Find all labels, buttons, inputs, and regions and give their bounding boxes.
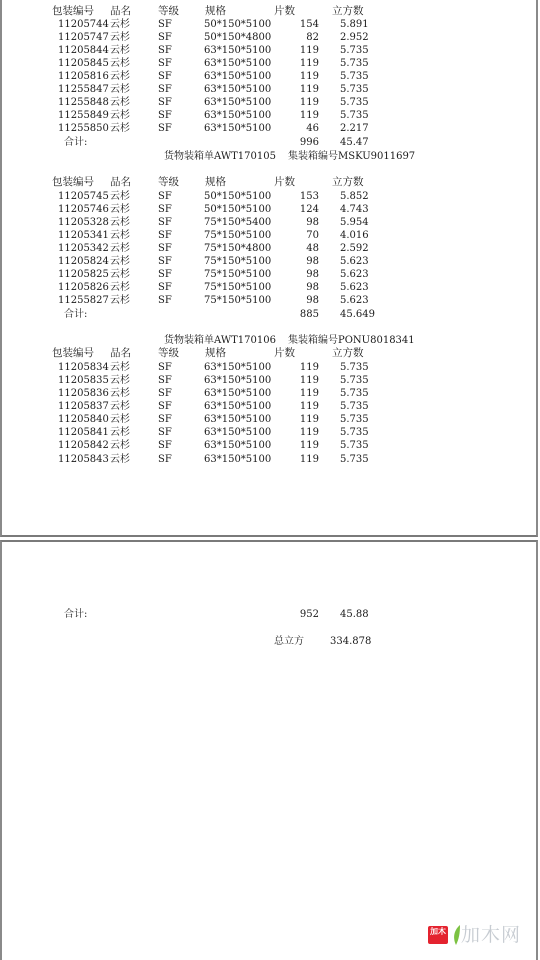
cell-grade: SF bbox=[158, 440, 172, 451]
cell-code: 11205840 bbox=[58, 414, 109, 425]
subtotal-row bbox=[0, 608, 540, 621]
cell-volume: 5.623 bbox=[340, 282, 369, 293]
cell-pieces: 119 bbox=[299, 45, 319, 56]
cell-volume: 5.891 bbox=[340, 19, 369, 30]
cell-pieces: 119 bbox=[299, 97, 319, 108]
header-volume: 立方数 bbox=[332, 347, 364, 359]
cell-name: 云杉 bbox=[110, 454, 130, 465]
cell-grade: SF bbox=[158, 97, 172, 108]
watermark-text: 加木网 bbox=[461, 924, 522, 946]
subtotal-pieces: 885 bbox=[299, 309, 319, 320]
table-row bbox=[0, 70, 540, 83]
cell-pieces: 46 bbox=[306, 123, 319, 134]
table-row bbox=[0, 268, 540, 281]
table-row bbox=[0, 229, 540, 242]
cell-volume: 5.735 bbox=[340, 45, 369, 56]
cell-volume: 5.852 bbox=[340, 191, 369, 202]
cell-name: 云杉 bbox=[110, 243, 130, 254]
cell-name: 云杉 bbox=[110, 282, 130, 293]
cell-code: 11205834 bbox=[58, 362, 109, 373]
cell-grade: SF bbox=[158, 269, 172, 280]
cell-spec: 75*150*5100 bbox=[204, 282, 272, 293]
cell-grade: SF bbox=[158, 295, 172, 306]
cell-code: 11205837 bbox=[58, 401, 109, 412]
table-row bbox=[0, 83, 540, 96]
header-pieces: 片数 bbox=[274, 176, 295, 188]
table-header bbox=[0, 5, 540, 18]
subtotal-volume: 45.649 bbox=[340, 309, 375, 320]
table-row bbox=[0, 109, 540, 122]
cell-pieces: 119 bbox=[299, 375, 319, 386]
cell-name: 云杉 bbox=[110, 123, 130, 134]
cell-code: 11205844 bbox=[58, 45, 109, 56]
subtotal-pieces: 952 bbox=[299, 609, 319, 620]
cell-code: 11255847 bbox=[58, 84, 109, 95]
cell-name: 云杉 bbox=[110, 84, 130, 95]
cell-spec: 63*150*5100 bbox=[204, 45, 272, 56]
cell-name: 云杉 bbox=[110, 45, 130, 56]
cell-volume: 5.954 bbox=[340, 217, 369, 228]
cell-code: 11205826 bbox=[58, 282, 109, 293]
cell-pieces: 119 bbox=[299, 110, 319, 121]
cell-name: 云杉 bbox=[110, 217, 130, 228]
table-row bbox=[0, 453, 540, 466]
table-row bbox=[0, 413, 540, 426]
table-row bbox=[0, 426, 540, 439]
cell-volume: 5.735 bbox=[340, 97, 369, 108]
cell-code: 11205845 bbox=[58, 58, 109, 69]
cell-grade: SF bbox=[158, 217, 172, 228]
cell-grade: SF bbox=[158, 123, 172, 134]
cell-volume: 2.952 bbox=[340, 32, 369, 43]
cell-grade: SF bbox=[158, 19, 172, 30]
watermark-logo bbox=[428, 924, 524, 950]
cell-volume: 5.735 bbox=[340, 401, 369, 412]
cell-pieces: 48 bbox=[306, 243, 319, 254]
cell-spec: 63*150*5100 bbox=[204, 84, 272, 95]
cell-spec: 63*150*5100 bbox=[204, 454, 272, 465]
cell-code: 11205341 bbox=[58, 230, 109, 241]
table-row bbox=[0, 122, 540, 135]
cell-grade: SF bbox=[158, 71, 172, 82]
table-row bbox=[0, 294, 540, 307]
cell-volume: 5.735 bbox=[340, 388, 369, 399]
cell-spec: 63*150*5100 bbox=[204, 362, 272, 373]
table-row bbox=[0, 242, 540, 255]
header-spec: 规格 bbox=[205, 5, 226, 17]
leaf-icon bbox=[451, 925, 461, 945]
cell-spec: 50*150*5100 bbox=[204, 204, 272, 215]
document-page-2 bbox=[0, 540, 538, 960]
cell-name: 云杉 bbox=[110, 58, 130, 69]
header-spec: 规格 bbox=[205, 347, 226, 359]
cell-grade: SF bbox=[158, 45, 172, 56]
cell-spec: 63*150*5100 bbox=[204, 375, 272, 386]
cell-grade: SF bbox=[158, 230, 172, 241]
table-row bbox=[0, 203, 540, 216]
header-spec: 规格 bbox=[205, 176, 226, 188]
cell-pieces: 82 bbox=[306, 32, 319, 43]
cell-code: 11255827 bbox=[58, 295, 109, 306]
cell-name: 云杉 bbox=[110, 440, 130, 451]
header-code: 包装编号 bbox=[52, 5, 94, 17]
cell-spec: 63*150*5100 bbox=[204, 71, 272, 82]
cell-name: 云杉 bbox=[110, 32, 130, 43]
cell-pieces: 119 bbox=[299, 454, 319, 465]
cell-code: 11205816 bbox=[58, 71, 109, 82]
table-row bbox=[0, 387, 540, 400]
table-header bbox=[0, 347, 540, 360]
subtotal-label: 合计: bbox=[64, 137, 88, 148]
cell-spec: 63*150*5100 bbox=[204, 110, 272, 121]
cell-spec: 63*150*5100 bbox=[204, 97, 272, 108]
cell-code: 11205328 bbox=[58, 217, 109, 228]
subtotal-label: 合计: bbox=[64, 309, 88, 320]
cell-pieces: 153 bbox=[299, 191, 319, 202]
cell-code: 11205824 bbox=[58, 256, 109, 267]
cell-pieces: 70 bbox=[306, 230, 319, 241]
cell-spec: 50*150*5100 bbox=[204, 19, 272, 30]
cell-spec: 75*150*5100 bbox=[204, 230, 272, 241]
cell-spec: 75*150*5100 bbox=[204, 256, 272, 267]
cell-pieces: 98 bbox=[306, 269, 319, 280]
cell-pieces: 119 bbox=[299, 362, 319, 373]
cell-grade: SF bbox=[158, 243, 172, 254]
cell-name: 云杉 bbox=[110, 269, 130, 280]
cell-spec: 50*150*5100 bbox=[204, 191, 272, 202]
cell-volume: 5.735 bbox=[340, 414, 369, 425]
cell-pieces: 119 bbox=[299, 414, 319, 425]
cell-volume: 5.735 bbox=[340, 58, 369, 69]
cell-grade: SF bbox=[158, 401, 172, 412]
cell-code: 11205842 bbox=[58, 440, 109, 451]
table-row bbox=[0, 18, 540, 31]
packing-list-number: 货物装箱单AWT170106 bbox=[164, 335, 276, 346]
cell-code: 11205841 bbox=[58, 427, 109, 438]
cell-name: 云杉 bbox=[110, 256, 130, 267]
cell-spec: 75*150*5100 bbox=[204, 295, 272, 306]
cell-volume: 5.623 bbox=[340, 256, 369, 267]
table-row bbox=[0, 439, 540, 452]
cell-volume: 5.735 bbox=[340, 375, 369, 386]
cell-spec: 63*150*5100 bbox=[204, 440, 272, 451]
cell-name: 云杉 bbox=[110, 19, 130, 30]
header-code: 包装编号 bbox=[52, 176, 94, 188]
cell-spec: 50*150*4800 bbox=[204, 32, 272, 43]
cell-code: 11205835 bbox=[58, 375, 109, 386]
cell-name: 云杉 bbox=[110, 401, 130, 412]
cell-grade: SF bbox=[158, 388, 172, 399]
header-name: 品名 bbox=[110, 347, 131, 359]
header-volume: 立方数 bbox=[332, 5, 364, 17]
cell-spec: 63*150*5100 bbox=[204, 414, 272, 425]
table-row bbox=[0, 361, 540, 374]
cell-pieces: 119 bbox=[299, 440, 319, 451]
cell-spec: 63*150*5100 bbox=[204, 123, 272, 134]
cell-volume: 5.735 bbox=[340, 110, 369, 121]
table-row bbox=[0, 190, 540, 203]
header-volume: 立方数 bbox=[332, 176, 364, 188]
grand-total-value: 334.878 bbox=[330, 636, 372, 647]
cell-code: 11205745 bbox=[58, 191, 109, 202]
cell-code: 11255849 bbox=[58, 110, 109, 121]
cell-pieces: 119 bbox=[299, 71, 319, 82]
cell-code: 11205746 bbox=[58, 204, 109, 215]
cell-volume: 5.735 bbox=[340, 71, 369, 82]
cell-grade: SF bbox=[158, 282, 172, 293]
cell-name: 云杉 bbox=[110, 388, 130, 399]
header-grade: 等级 bbox=[158, 176, 179, 188]
cell-volume: 5.735 bbox=[340, 362, 369, 373]
cell-volume: 5.623 bbox=[340, 269, 369, 280]
cell-name: 云杉 bbox=[110, 427, 130, 438]
cell-volume: 5.735 bbox=[340, 84, 369, 95]
cell-grade: SF bbox=[158, 84, 172, 95]
cell-name: 云杉 bbox=[110, 71, 130, 82]
cell-pieces: 98 bbox=[306, 282, 319, 293]
subtotal-row bbox=[0, 308, 540, 321]
cell-name: 云杉 bbox=[110, 191, 130, 202]
table-row bbox=[0, 31, 540, 44]
cell-grade: SF bbox=[158, 32, 172, 43]
header-pieces: 片数 bbox=[274, 5, 295, 17]
cell-pieces: 98 bbox=[306, 295, 319, 306]
table-row bbox=[0, 281, 540, 294]
cell-volume: 5.735 bbox=[340, 427, 369, 438]
cell-code: 11205843 bbox=[58, 454, 109, 465]
cell-name: 云杉 bbox=[110, 204, 130, 215]
cell-volume: 2.592 bbox=[340, 243, 369, 254]
table-row bbox=[0, 57, 540, 70]
cell-code: 11205744 bbox=[58, 19, 109, 30]
cell-grade: SF bbox=[158, 256, 172, 267]
subtotal-volume: 45.47 bbox=[340, 137, 369, 148]
table-row bbox=[0, 96, 540, 109]
cell-pieces: 119 bbox=[299, 388, 319, 399]
grand-total-label: 总立方 bbox=[274, 636, 304, 647]
header-grade: 等级 bbox=[158, 347, 179, 359]
header-grade: 等级 bbox=[158, 5, 179, 17]
cell-spec: 63*150*5100 bbox=[204, 388, 272, 399]
cell-name: 云杉 bbox=[110, 375, 130, 386]
cell-name: 云杉 bbox=[110, 414, 130, 425]
cell-spec: 75*150*5400 bbox=[204, 217, 272, 228]
cell-pieces: 119 bbox=[299, 401, 319, 412]
cell-name: 云杉 bbox=[110, 362, 130, 373]
table-row bbox=[0, 44, 540, 57]
header-pieces: 片数 bbox=[274, 347, 295, 359]
cell-pieces: 119 bbox=[299, 84, 319, 95]
cell-pieces: 119 bbox=[299, 58, 319, 69]
cell-spec: 75*150*5100 bbox=[204, 269, 272, 280]
cell-grade: SF bbox=[158, 110, 172, 121]
subtotal-volume: 45.88 bbox=[340, 609, 369, 620]
cell-name: 云杉 bbox=[110, 97, 130, 108]
cell-grade: SF bbox=[158, 427, 172, 438]
cell-pieces: 154 bbox=[299, 19, 319, 30]
cell-volume: 2.217 bbox=[340, 123, 369, 134]
cell-volume: 5.623 bbox=[340, 295, 369, 306]
cell-name: 云杉 bbox=[110, 295, 130, 306]
cell-grade: SF bbox=[158, 58, 172, 69]
cell-name: 云杉 bbox=[110, 230, 130, 241]
cell-grade: SF bbox=[158, 191, 172, 202]
cell-pieces: 119 bbox=[299, 427, 319, 438]
packing-list-number: 货物装箱单AWT170105 bbox=[164, 151, 276, 162]
cell-code: 11255850 bbox=[58, 123, 109, 134]
table-row bbox=[0, 374, 540, 387]
cell-grade: SF bbox=[158, 204, 172, 215]
cell-spec: 63*150*5100 bbox=[204, 401, 272, 412]
cell-volume: 4.743 bbox=[340, 204, 369, 215]
cell-volume: 5.735 bbox=[340, 440, 369, 451]
table-row bbox=[0, 400, 540, 413]
cell-code: 11205825 bbox=[58, 269, 109, 280]
cell-name: 云杉 bbox=[110, 110, 130, 121]
subtotal-label: 合计: bbox=[64, 609, 88, 620]
table-row bbox=[0, 216, 540, 229]
container-number: 集装箱编号PONU8018341 bbox=[288, 335, 415, 346]
cell-grade: SF bbox=[158, 362, 172, 373]
container-number: 集装箱编号MSKU9011697 bbox=[288, 151, 416, 162]
subtotal-row bbox=[0, 136, 540, 149]
cell-code: 11205836 bbox=[58, 388, 109, 399]
cell-code: 11205747 bbox=[58, 32, 109, 43]
table-header bbox=[0, 176, 540, 189]
brand-badge-icon bbox=[428, 926, 448, 944]
cell-pieces: 124 bbox=[299, 204, 319, 215]
cell-grade: SF bbox=[158, 375, 172, 386]
cell-spec: 63*150*5100 bbox=[204, 58, 272, 69]
cell-spec: 63*150*5100 bbox=[204, 427, 272, 438]
cell-grade: SF bbox=[158, 414, 172, 425]
subtotal-pieces: 996 bbox=[299, 137, 319, 148]
header-name: 品名 bbox=[110, 176, 131, 188]
cell-spec: 75*150*4800 bbox=[204, 243, 272, 254]
header-name: 品名 bbox=[110, 5, 131, 17]
cell-code: 11255848 bbox=[58, 97, 109, 108]
cell-volume: 4.016 bbox=[340, 230, 369, 241]
cell-volume: 5.735 bbox=[340, 454, 369, 465]
header-code: 包装编号 bbox=[52, 347, 94, 359]
cell-grade: SF bbox=[158, 454, 172, 465]
brand-badge-text: 加木 bbox=[430, 927, 446, 936]
cell-pieces: 98 bbox=[306, 217, 319, 228]
cell-code: 11205342 bbox=[58, 243, 109, 254]
table-row bbox=[0, 255, 540, 268]
cell-pieces: 98 bbox=[306, 256, 319, 267]
